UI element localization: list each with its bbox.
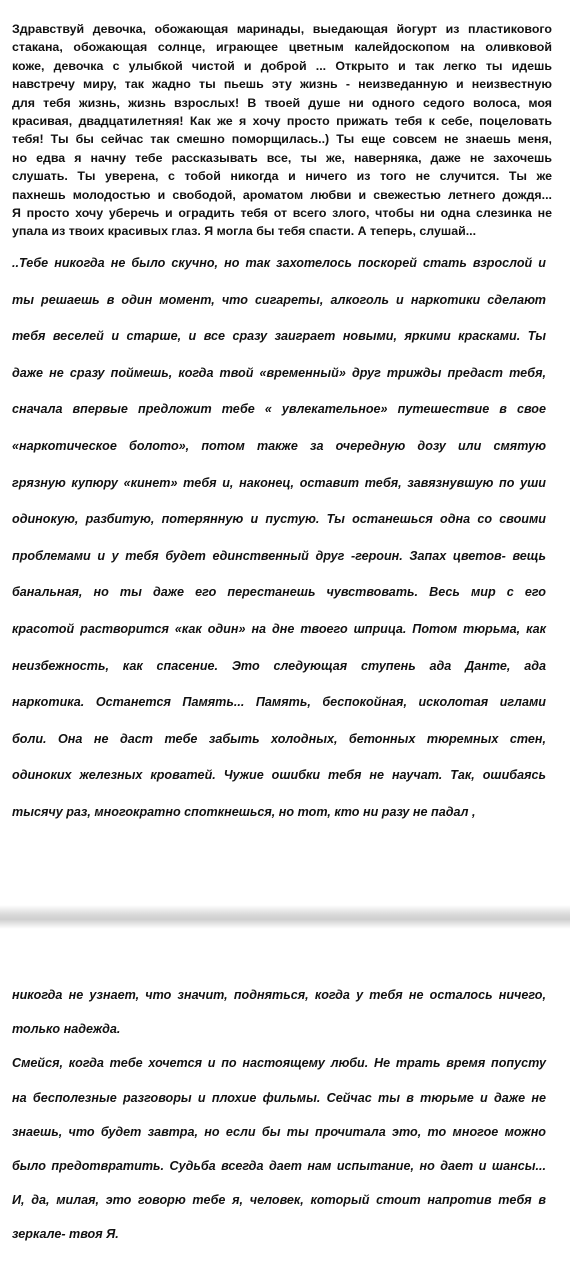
- passage-line: тысячу раз, многократно споткнешься, но тот, кто ни разу не падал ,: [12, 804, 476, 819]
- intro-line: стакана, обожающая солнце, играющее цветным калейдоскопом на оливковой: [12, 40, 552, 55]
- intro-line: Здравствуй девочка, обожающая маринады, выедающая йогурт из пластикового: [12, 22, 552, 36]
- passage-line: грязную купюру «кинет» тебя и, наконец, оставит тебя, завязнувшую по уши: [12, 475, 546, 490]
- passage-line: боли. Она не даст тебе забыть холодных, бетонных тюремных стен,: [12, 731, 546, 746]
- intro-line: красивая, двадцатилетняя! Как же я хочу просто прижать тебя к себе, поцеловать: [12, 113, 552, 128]
- intro-line: Я просто хочу уберечь и оградить тебя от всего злого, чтобы ни одна слезинка не: [12, 205, 552, 220]
- italic-passage-page-1: [12, 251, 546, 837]
- intro-line: слушать. Ты уверена, с тобой никогда и ничего из того не случится. Ты же: [12, 169, 552, 184]
- passage-line: ..Тебе никогда не было скучно, но так захотелось поскорей стать взрослой и: [12, 256, 546, 270]
- passage-line: никогда не узнает, что значит, подняться, когда у тебя не осталось ничего,: [12, 988, 546, 1002]
- intro-line: навстречу миру, так жадно ты пьешь эту жизнь - неизведанную и неизвестную: [12, 77, 552, 92]
- italic-passage-page-2: [12, 983, 546, 1257]
- intro-line: для тебя жизнь, жизнь взрослых! В твоей душе ни одного седого волоса, моя: [12, 95, 552, 110]
- passage-line: сначала впервые предложит тебе « увлекательное» путешествие в свое: [12, 402, 546, 417]
- passage-line: зеркале- твоя Я.: [12, 1227, 119, 1242]
- passage-line: знаешь, что будет завтра, но если бы ты прочитала это, то многое можно: [12, 1124, 546, 1139]
- passage-line: даже не сразу поймешь, когда твой «временный» друг трижды предаст тебя,: [12, 365, 546, 380]
- intro-line: коже, девочка с улыбкой чистой и доброй ... Открыто и так легко ты идешь: [12, 58, 552, 73]
- passage-line: «наркотическое болото», потом также за очередную дозу или смятую: [12, 438, 546, 453]
- passage-line: красотой растворится «как один» на дне твоего шприца. Потом тюрьма, как: [12, 621, 546, 636]
- passage-line: И, да, милая, это говорю тебе я, человек, который стоит напротив тебя в: [12, 1193, 546, 1208]
- intro-line: тебя! Ты бы сейчас так смешно поморщилась..) Ты еще совсем не знаешь меня,: [12, 132, 552, 147]
- passage-line: неизбежность, как спасение. Это следующая ступень ада Данте, ада: [12, 658, 546, 673]
- passage-line: одинокую, разбитую, потерянную и пустую. Ты останешься одна со своими: [12, 512, 546, 527]
- passage-line: тебя веселей и старше, и все сразу заиграет новыми, яркими красками. Ты: [12, 329, 546, 344]
- passage-line: было предотвратить. Судьба всегда дает нам испытание, но дает и шансы...: [12, 1158, 546, 1173]
- passage-line: на бесполезные разговоры и плохие фильмы. Сейчас ты в тюрьме и даже не: [12, 1090, 546, 1105]
- passage-line: только надежда.: [12, 1022, 121, 1037]
- intro-line: но едва я начну тебе рассказывать все, ты же, наверняка, даже не захочешь: [12, 150, 552, 165]
- intro-paragraph: [12, 20, 552, 241]
- passage-line: Смейся, когда тебе хочется и по настоящему люби. Не трать время попусту: [12, 1056, 546, 1071]
- passage-line: проблемами и у тебя будет единственный друг -героин. Запах цветов- вещь: [12, 548, 546, 563]
- passage-line: наркотика. Останется Память... Память, беспокойная, исколотая иглами: [12, 695, 546, 710]
- passage-line: одиноких железных кроватей. Чужие ошибки тебя не научат. Так, ошибаясь: [12, 768, 546, 783]
- intro-line: упала из твоих красивых глаз. Я могла бы тебя спасти. А теперь, слушай...: [12, 224, 477, 239]
- intro-line: пахнешь молодостью и свободой, ароматом любви и свежестью летнего дождя...: [12, 187, 552, 202]
- passage-line: банальная, но ты даже его перестанешь чувствовать. Весь мир с его: [12, 585, 546, 600]
- passage-line: ты решаешь в один момент, что сигареты, алкоголь и наркотики сделают: [12, 292, 546, 307]
